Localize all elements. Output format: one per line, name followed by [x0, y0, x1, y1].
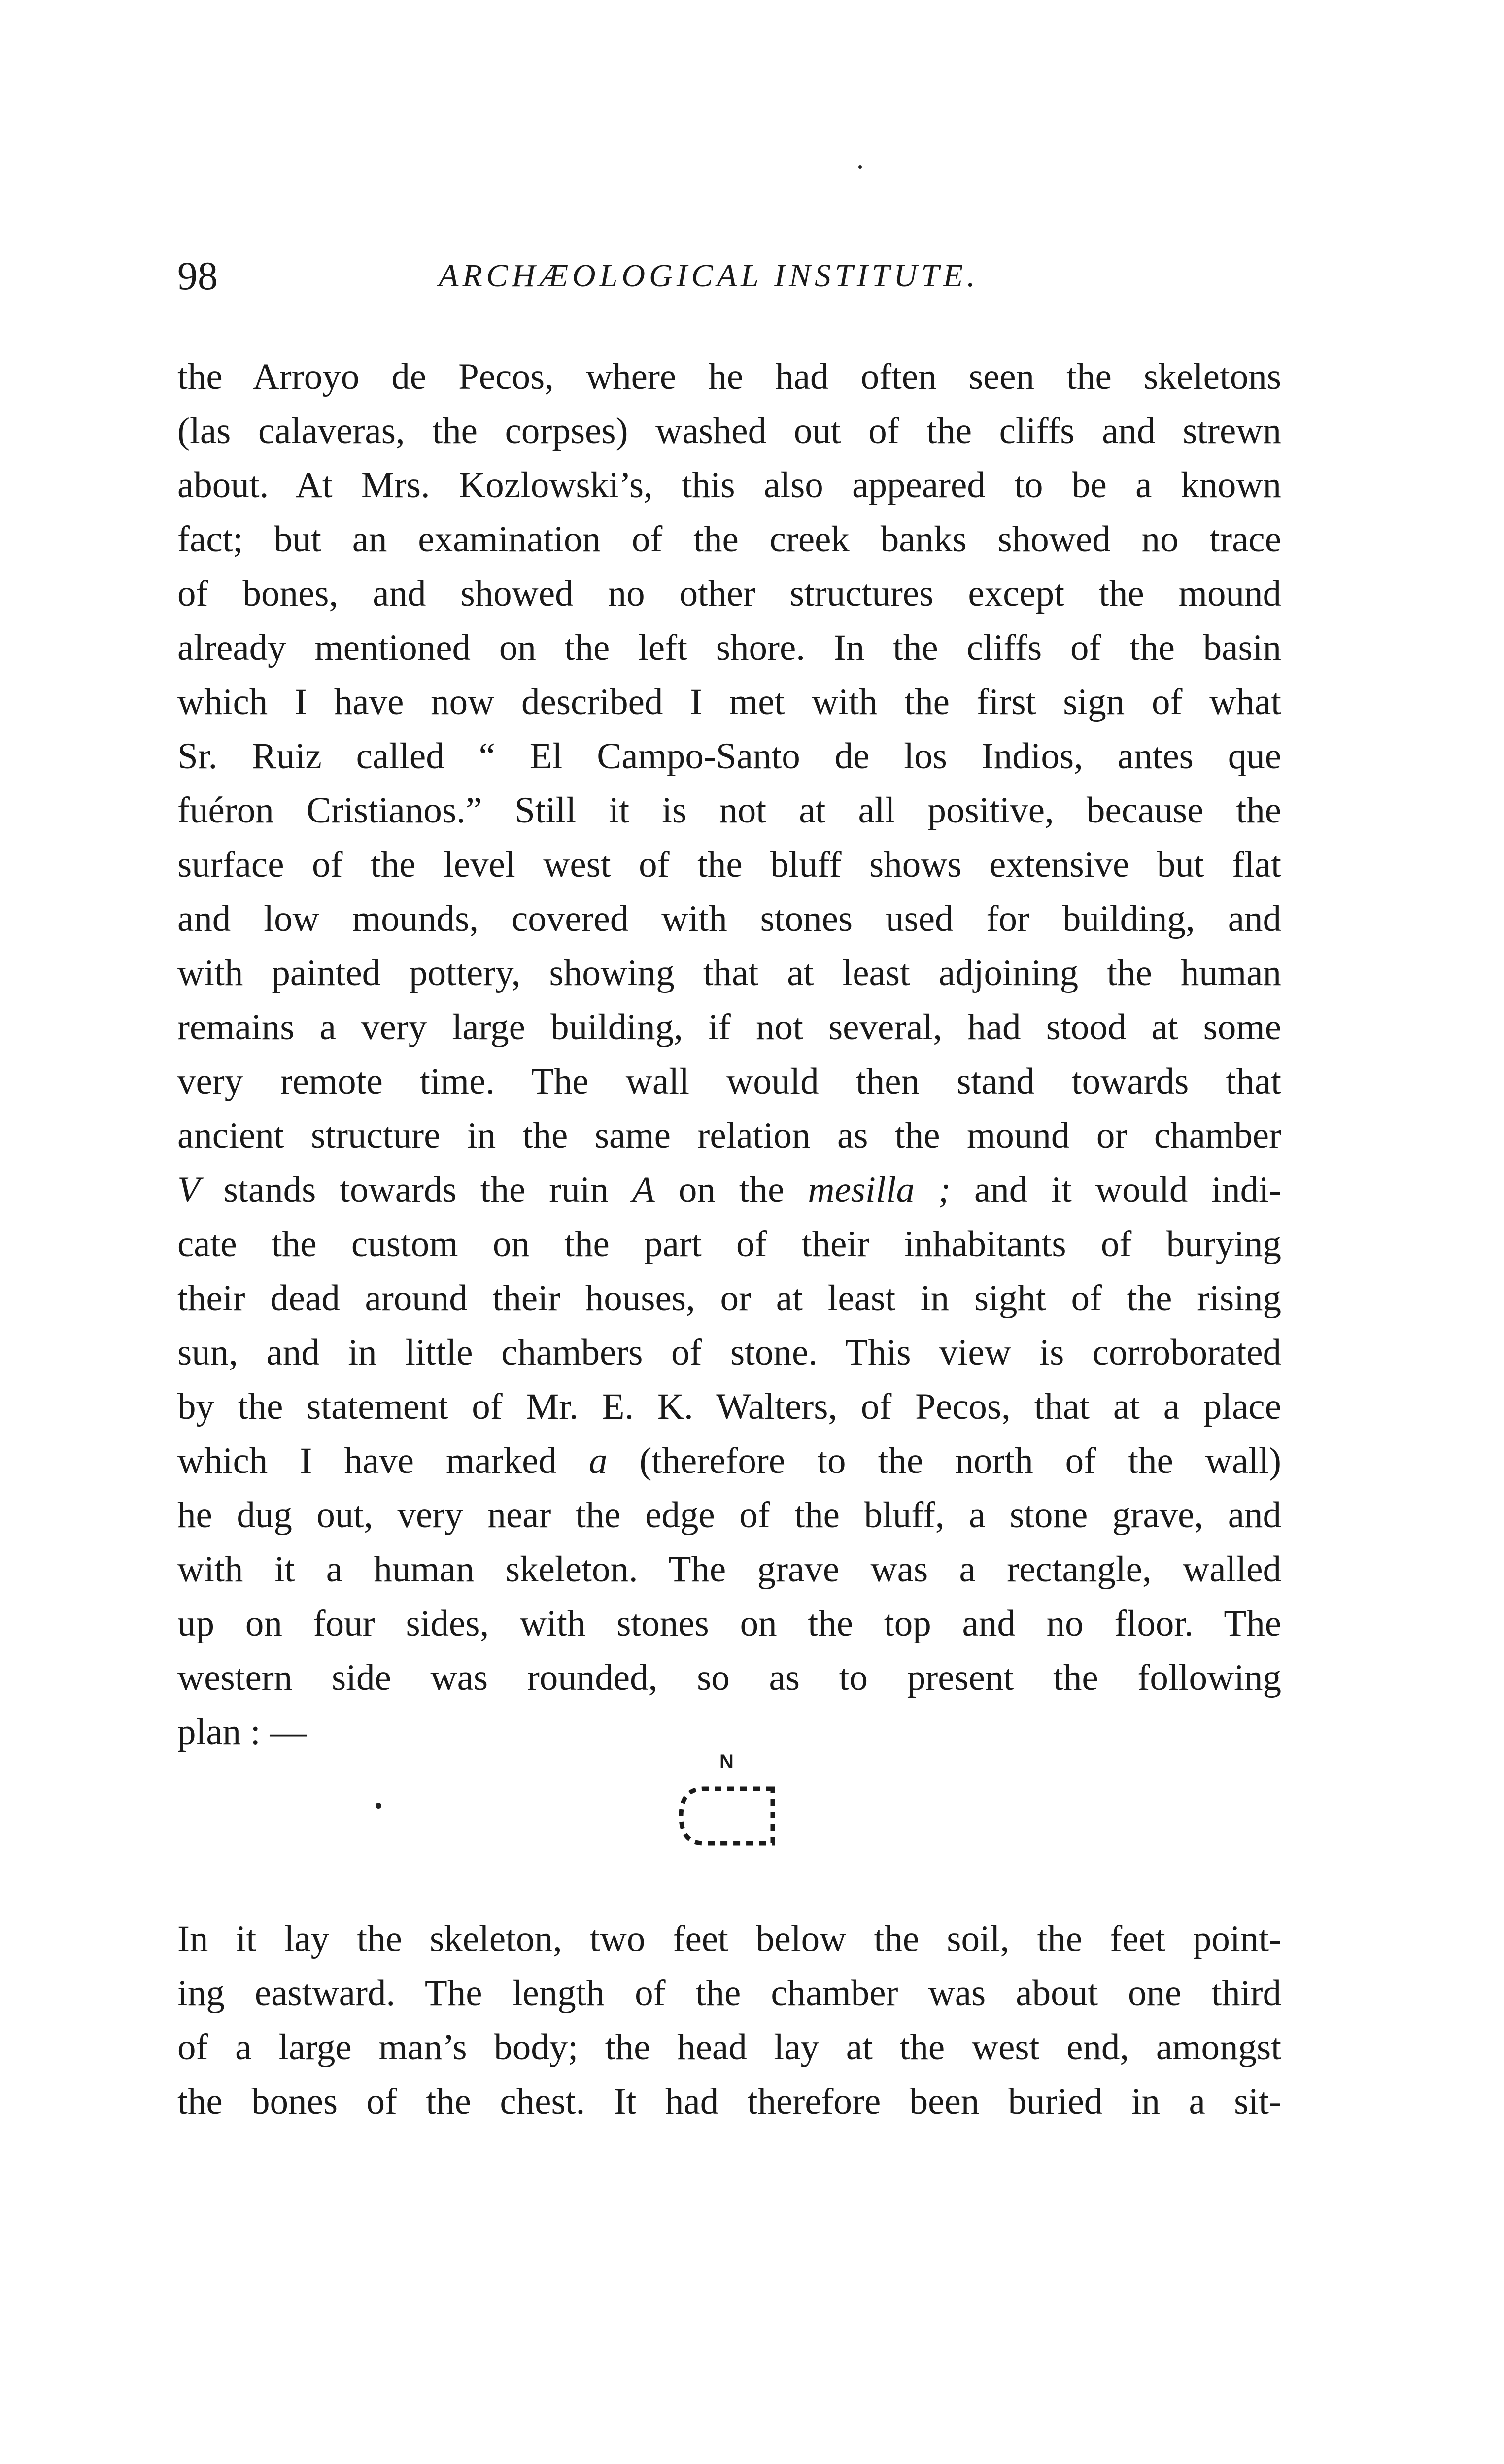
text-line: of a large man’s body; the head lay at the west end, amongst [177, 2027, 1281, 2068]
text-line: cate the custom on the part of their inhabitants of burying [177, 1224, 1281, 1265]
text-line: fact; but an examination of the creek banks showed no trace [177, 519, 1281, 560]
text-line: western side was rounded, so as to present the following [177, 1657, 1281, 1698]
text-line: the bones of the chest. It had therefore been buried in a sit- [177, 2081, 1281, 2122]
grave-plan-outline [674, 1779, 783, 1853]
text-line: surface of the level west of the bluff shows extensive but flat [177, 844, 1281, 885]
text-line: already mentioned on the left shore. In the cliffs of the basin [177, 627, 1281, 668]
text-line-mixed [177, 1434, 1281, 1488]
text-line: very remote time. The wall would then stand towards that [177, 1061, 1281, 1102]
north-label: N [719, 1751, 734, 1773]
text-run: (therefore to the north of the wall) [607, 1440, 1281, 1481]
text-line: (las calaveras, the corpses) washed out of the cliffs and strewn [177, 411, 1281, 451]
text-line: he dug out, very near the edge of the bluff, a stone grave, and [177, 1495, 1281, 1536]
print-speck [376, 1803, 381, 1809]
grave-plan-figure [674, 1749, 783, 1858]
text-line: Sr. Ruiz called “ El Campo-Santo de los Indios, antes que [177, 736, 1281, 777]
text-line: their dead around their houses, or at least in sight of the rising [177, 1278, 1281, 1319]
italic-letter-a-small: a [588, 1440, 608, 1481]
grave-outline-path [681, 1789, 773, 1843]
text-line: of bones, and showed no other structures except the mound [177, 573, 1281, 614]
italic-letter-a: A [632, 1169, 655, 1210]
text-line: ancient structure in the same relation as the mound or chamber [177, 1115, 1281, 1156]
italic-mesilla: mesilla ; [808, 1169, 951, 1210]
text-run: on the [654, 1169, 808, 1210]
running-head: ARCHÆOLOGICAL INSTITUTE. [439, 258, 979, 294]
text-line: ing eastward. The length of the chamber was about one third [177, 1973, 1281, 2014]
text-run: and it would indi- [951, 1169, 1281, 1210]
text-line-mixed [177, 1163, 1281, 1217]
page-number: 98 [177, 253, 218, 298]
text-line: up on four sides, with stones on the top and no floor. The [177, 1603, 1281, 1644]
text-run: stands towards the ruin [200, 1169, 633, 1210]
text-line: plan : — [177, 1711, 307, 1752]
text-line: about. At Mrs. Kozlowski’s, this also appeared to be a known [177, 465, 1281, 506]
text-line: remains a very large building, if not several, had stood at some [177, 1007, 1281, 1048]
text-line: by the statement of Mr. E. K. Walters, of Pecos, that at a place [177, 1386, 1281, 1427]
italic-letter-v: V [177, 1169, 200, 1210]
text-line: with it a human skeleton. The grave was a rectangle, walled [177, 1549, 1281, 1590]
text-run: which I have marked [177, 1440, 589, 1481]
page-header [177, 246, 1311, 306]
text-line: sun, and in little chambers of stone. This view is corroborated [177, 1332, 1281, 1373]
text-line: which I have now described I met with the first sign of what [177, 682, 1281, 722]
text-line: the Arroyo de Pecos, where he had often seen the skeletons [177, 356, 1281, 397]
paragraph-1 [177, 350, 1281, 1759]
text-line: In it lay the skeleton, two feet below the soil, the feet point- [177, 1918, 1281, 1959]
paragraph-2 [177, 1912, 1281, 2129]
text-line: fuéron Cristianos.” Still it is not at all positive, because the [177, 790, 1281, 831]
text-line: with painted pottery, showing that at least adjoining the human [177, 953, 1281, 993]
text-line: and low mounds, covered with stones used for building, and [177, 898, 1281, 939]
print-speck [858, 165, 862, 169]
